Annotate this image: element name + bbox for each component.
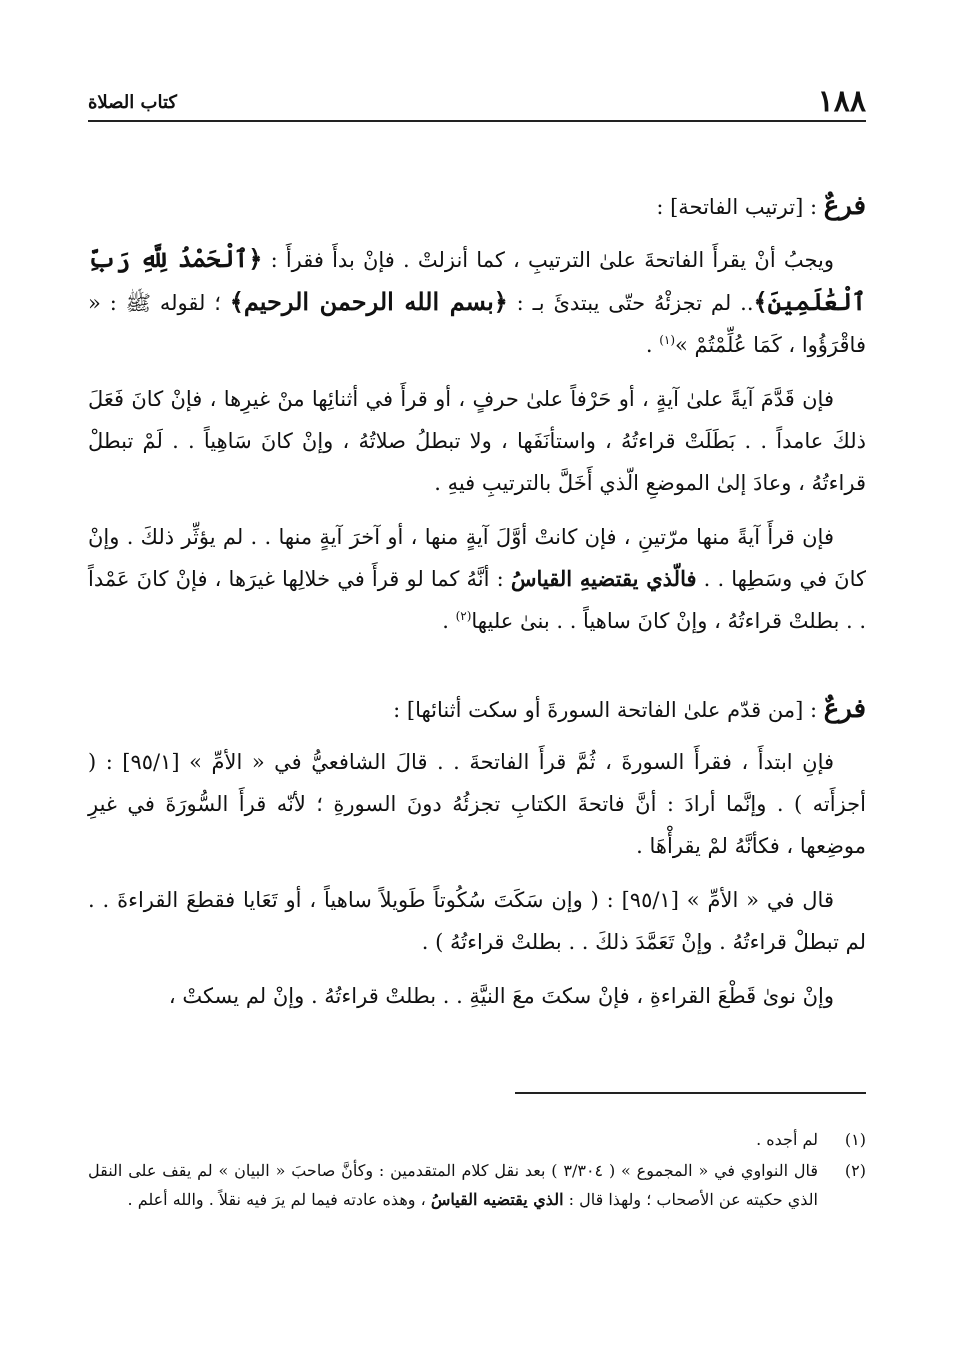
paragraph: فإنِ ابتدأَ ، فقرأَ السورةَ ، ثُمَّ قرأَ الفاتحةَ . . قالَ الشافعيُّ في « الأمِّ » [٩٥/١] : ( أجزأَته ) . وإنَّما أرادَ : أنَّ فاتحةَ الكتابِ تجزئُهُ دونَ السورةِ ؛ لأنّه قرأَ السُّورَةَ في غيرِ موضِعها ، فكأنَّهُ لمْ يقرأْهَا . (88, 750, 866, 858)
section-label: فرعٌ (823, 694, 866, 724)
footnote (88, 1156, 866, 1214)
section-surah-before-fatiha (88, 688, 866, 1017)
section-title: : [من قدّم علىٰ الفاتحة السورةَ أو سكت أثنائها] : (393, 698, 824, 722)
text-run: ويجبُ أنْ يقرأَ الفاتحةَ علىٰ الترتيبِ ، كما أنزلتْ . فإنْ بدأَ فقرأَ : (262, 248, 834, 272)
text-run: ، وهذه عادته فيما لم يرَ فيه نقلاً . والله أعلم . (127, 1190, 431, 1209)
footnote-ref[interactable]: (٢) (455, 609, 472, 623)
text-run: فإن قرأَ آيةً منها مرّتينِ ، فإن كانتْ أوَّلَ آيةٍ منها ، أو آخرَ آيةٍ منها . . لم يؤثِّر ذلكَ . وإنْ كانَ في وسَطِها . . (88, 525, 866, 591)
paragraph (88, 238, 866, 366)
paragraph: فإن قَدَّمَ آيةً علىٰ آيةٍ ، أو حَرْفاً علىٰ حرفٍ ، أو قرأَ في أثنائِها منْ غيرِها ، فإنْ كانَ فَعَلَ ذلكَ عامداً . . بَطَلَتْ قراءتُهُ ، واستأنَفَها ، ولا تبطلُ صلاتُهُ ، وإنْ كانَ سَاهِياً . . لَمْ تبطلْ قراءتُهُ ، وعادَ إلىٰ الموضعِ الّذي أَخَلَّ بالترتيبِ فيهِ . (88, 387, 866, 495)
text-run: . (442, 609, 456, 633)
footnote-text (88, 1156, 818, 1214)
footnote-number: (١) (844, 1130, 866, 1149)
footnotes (88, 1125, 866, 1216)
page-header (88, 80, 866, 122)
footnote (88, 1125, 866, 1154)
bold-phrase: الذي يقتضيه القياسُ (430, 1190, 564, 1209)
footnote-separator (515, 1092, 866, 1094)
section-title: : [ترتيب الفاتحة] : (656, 195, 824, 219)
paragraph: قال في « الأمِّ » [٩٥/١] : ( وإن سَكَتَ سُكُوتاً طَويلاً ساهياً ، أو تَعَايا فقطعَ القراءةَ . . لم تبطلْ قراءتُهُ . وإنْ تَعَمَّدَ ذلكَ . . بطلتْ قراءتُهُ ) . (88, 888, 866, 954)
running-title: كتاب الصلاة (88, 92, 177, 113)
bold-phrase: فالّذي يقتضيهِ القياسُ (510, 566, 697, 591)
text-run: .. لم تجزئْهُ حتّى يبتدئَ بـ : (507, 291, 754, 315)
text-run: : أنَّهُ كما لو قرأَ في خلالِها غيرَها ، فإنْ كانَ عَمْداً . . بطلتْ قراءتُهُ ، وإنْ كانَ ساهياً . . بنىٰ عليها (88, 567, 866, 633)
page-number: ١٨٨ (817, 84, 866, 119)
main-text (88, 185, 866, 1029)
paragraph: وإنْ نوىٰ قَطْعَ القراءةِ ، فإنْ سكتَ معَ النيَّةِ . . بطلتْ قراءتُهُ . وإنْ لم يسكتْ ، (168, 984, 834, 1008)
section-heading (88, 688, 866, 731)
footnote-ref[interactable]: (١) (659, 333, 676, 347)
section-label: فرعٌ (823, 191, 866, 221)
text-run: . (645, 333, 660, 357)
quran-verse: ﴿ٱلْحَمْدُ لِلَّهِ رَبِّ ٱلْعَٰلَمِينَ﴾ (88, 244, 866, 316)
quran-verse: ﴿بسم الله الرحمن الرحيم﴾ (229, 287, 508, 316)
footnote-text: لم أجده . (756, 1130, 818, 1149)
text-run: قال النواوي في « المجموع » ( ٣/٣٠٤ ) بعد نقل كلام المتقدمين : وكأنَّ صاحبَ « البيان » لم يقف على النقل الذي حكيته عن الأصحاب ؛ ولهذا قال : (88, 1161, 819, 1209)
text-run: ؛ لقوله ﷺ : « فاقْرَؤُوا ، كَمَا عُلِّمْتُمْ » (88, 291, 866, 357)
section-fatiha-order (88, 185, 866, 642)
section-heading (88, 185, 866, 228)
footnote-number: (٢) (844, 1161, 866, 1180)
paragraph (88, 516, 866, 642)
